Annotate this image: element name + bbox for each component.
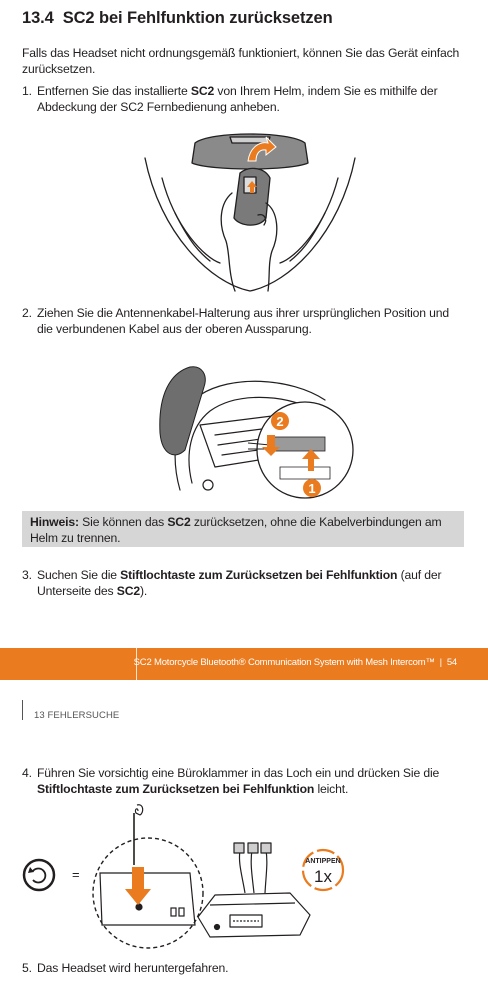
step-number: 4.	[22, 766, 32, 780]
step-number: 2.	[22, 306, 32, 320]
step-number: 3.	[22, 568, 32, 582]
running-header: 13 FEHLERSUCHE	[34, 710, 120, 721]
step-bold: Stiftlochtaste zum Zurücksetzen bei Fehlfunktion	[120, 568, 398, 582]
step-text: (auf der Unterseite des	[37, 568, 442, 598]
tap-label: ANTIPPEN	[305, 858, 341, 865]
step-text: von Ihrem Helm, indem Sie es mithilfe der Abdeckung der SC2 Fernbedienung anheben.	[37, 84, 438, 114]
step-bold: SC2	[190, 84, 215, 98]
page-number: 54	[446, 657, 457, 668]
step-text: Führen Sie vorsichtig eine Büroklammer in das Loch ein und drücken Sie die	[37, 766, 440, 780]
step-5	[22, 960, 462, 976]
note-label: Hinweis:	[30, 515, 79, 529]
tap-count: 1x	[314, 867, 332, 886]
note-bold: SC2	[167, 515, 191, 529]
step-text: Das Headset wird heruntergefahren.	[37, 961, 229, 975]
note-text: Sie können das	[78, 515, 168, 529]
figure-antenna-cable	[130, 355, 355, 500]
header-divider	[22, 700, 23, 720]
step-1	[22, 83, 462, 115]
intro-paragraph: Falls das Headset nicht ordnungsgemäß funktioniert, können Sie das Gerät einfach zurücksetzen.	[22, 46, 460, 76]
figure-remove-sc2	[140, 123, 360, 295]
equals-sign: =	[72, 867, 80, 882]
step-3	[22, 567, 462, 599]
reset-icon	[24, 860, 54, 890]
section-number: 13.4	[22, 9, 54, 27]
step-text: Entfernen Sie das installierte	[37, 84, 191, 98]
step-number: 1.	[22, 84, 32, 98]
step-text: leicht.	[314, 782, 349, 796]
step-number: 5.	[22, 961, 32, 975]
step-text: Suchen Sie die	[37, 568, 121, 582]
step-bold: SC2	[116, 584, 140, 598]
step-text: Ziehen Sie die Antennenkabel-Halterung aus ihrer ursprünglichen Position und die verbundenen Kabel aus der oberen Aussparung.	[37, 306, 450, 336]
step-text: ).	[139, 584, 148, 598]
note-text: zurücksetzen, ohne die Kabelverbindungen am Helm zu trennen.	[30, 515, 442, 545]
figure-pinhole-reset	[20, 805, 350, 945]
section-title-text: SC2 bei Fehlfunktion zurücksetzen	[62, 9, 333, 27]
footer-separator: |	[439, 657, 442, 668]
step-bold: Stiftlochtaste zum Zurücksetzen bei Fehlfunktion	[37, 782, 315, 796]
callout-1: 1	[308, 481, 316, 496]
step-2	[22, 305, 462, 337]
footer-text	[134, 657, 457, 668]
section-title	[22, 9, 333, 28]
note-box	[22, 511, 464, 547]
step-4	[22, 765, 462, 797]
callout-2: 2	[276, 414, 284, 429]
footer-product: SC2 Motorcycle Bluetooth® Communication System with Mesh Intercom™	[133, 657, 435, 668]
